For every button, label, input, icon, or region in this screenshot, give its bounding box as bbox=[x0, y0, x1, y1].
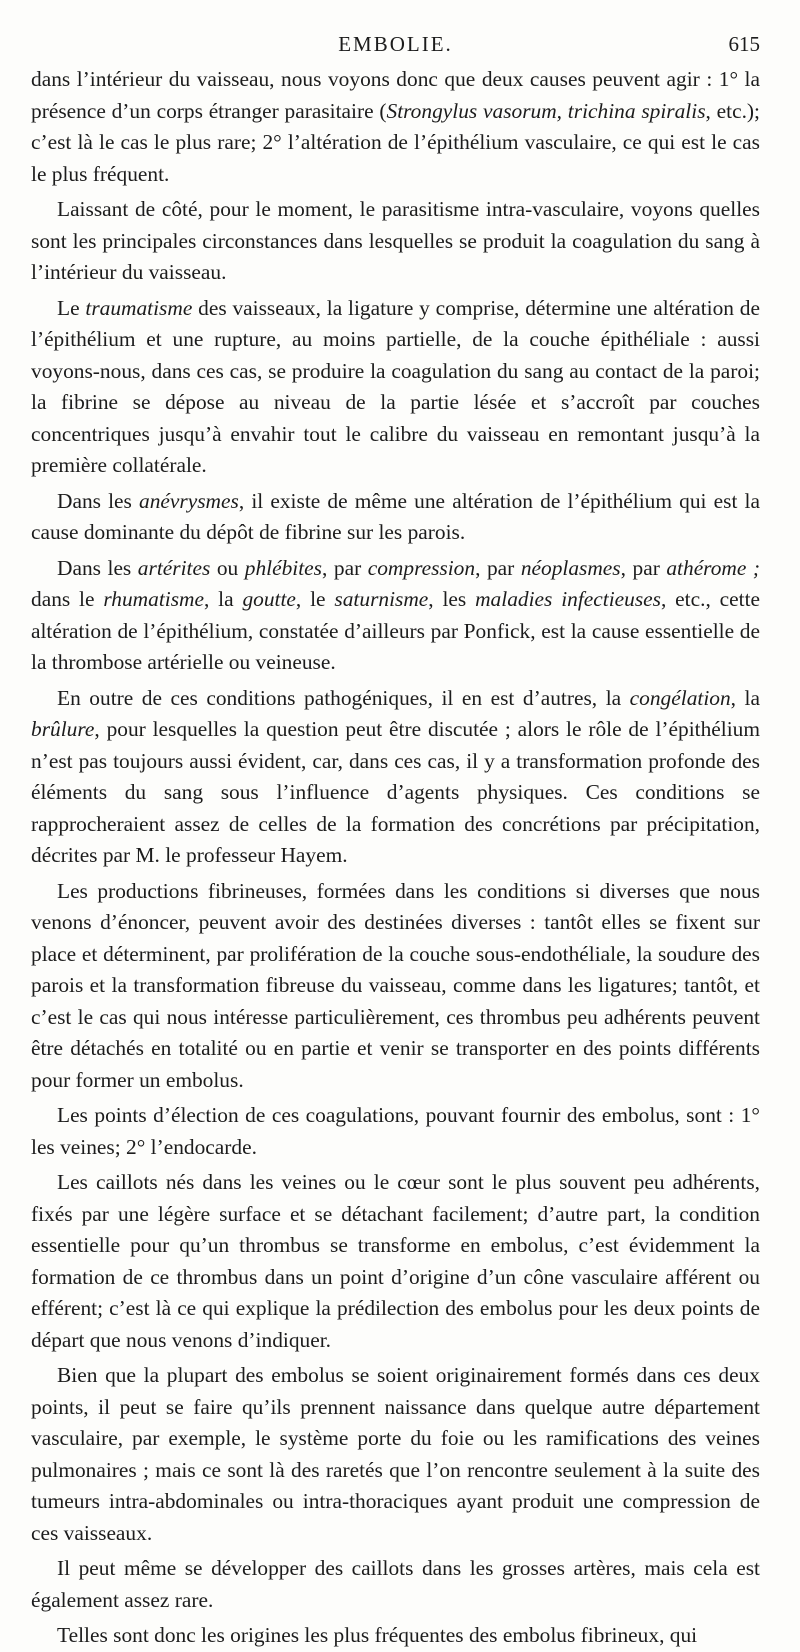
running-head bbox=[31, 24, 760, 64]
paragraph: Dans les anévrysmes, il existe de même une altération de l’épithélium qui est la cause dominante du dépôt de fibrine sur les parois. bbox=[31, 488, 760, 544]
body-text bbox=[31, 64, 760, 1652]
paragraph: Laissant de côté, pour le moment, le parasitisme intra-vasculaire, voyons quelles sont les principales circonstances dans lesquelles se produit la coagulation du sang à l’intérieur du vaisseau. bbox=[31, 197, 760, 284]
paragraph: Telles sont donc les origines les plus fréquentes des embolus fibrineux, qui bbox=[57, 1623, 698, 1647]
paragraph: Bien que la plupart des embolus se soient originairement formés dans ces deux points, il peut se faire qu’ils prennent naissance dans quelque autre département vasculaire, par exemple, le système porte du foie ou les ramifications des veines pulmonaires ; mais ce sont là des raretés que l’on rencontre seulement à la suite des tumeurs intra-abdominales ou intra-thoraciques ayant produit une compression de ces vaisseaux. bbox=[31, 1363, 760, 1545]
paragraph: dans l’intérieur du vaisseau, nous voyons donc que deux causes peuvent agir : 1° la présence d’un corps étranger parasitaire (Strongylus vasorum, trichina spiralis, etc.); c’est là le cas le plus rare; 2° l’altération de l’épithélium vasculaire, ce qui est le cas le plus fréquent. bbox=[31, 67, 760, 186]
paragraph: Dans les artérites ou phlébites, par compression, par néoplasmes, par athérome ; dans le rhumatisme, la goutte, le saturnisme, les maladies infectieuses, etc., cette altération de l’épithélium, constatée d’ailleurs par Ponfick, est la cause essentielle de la thrombose artérielle ou veineuse. bbox=[31, 555, 761, 674]
paragraph: Les productions fibrineuses, formées dans les conditions si diverses que nous venons d’énoncer, peuvent avoir des destinées diverses : tantôt elles se fixent sur place et déterminent, par prolifération de la couche sous-endothéliale, la soudure des parois et la transformation fibreuse du vaisseau, comme dans les ligatures; tantôt, et c’est le cas qui nous intéresse particulièrement, ces thrombus peu adhérents peuvent être détachés en totalité ou en partie et venir se transporter en des points différents pour former un embolus. bbox=[31, 878, 760, 1092]
paragraph: Il peut même se développer des caillots dans les grosses artères, mais cela est également assez rare. bbox=[31, 1556, 760, 1612]
page-number: 615 bbox=[728, 32, 760, 56]
paragraph: En outre de ces conditions pathogéniques, il en est d’autres, la congélation, la brûlure, pour lesquelles la question peut être discutée ; alors le rôle de l’épithélium n’est pas toujours aussi évident, car, dans ces cas, il y a transformation profonde des éléments du sang sous l’influence d’agents physiques. Ces conditions se rapprocheraient assez de celles de la formation des concrétions par précipitation, décrites par M. le professeur Hayem. bbox=[31, 685, 760, 867]
paragraph: Les points d’élection de ces coagulations, pouvant fournir des embolus, sont : 1° les veines; 2° l’endocarde. bbox=[31, 1103, 760, 1159]
running-title: EMBOLIE. bbox=[338, 32, 453, 56]
paragraph: Les caillots nés dans les veines ou le cœur sont le plus souvent peu adhérents, fixés par une légère surface et se détachant facilement; d’autre part, la condition essentielle pour qu’un thrombus se transforme en embolus, c’est évidemment la formation de ce thrombus dans un point d’origine d’un cône vasculaire afférent ou efférent; c’est là ce qui explique la prédilection des embolus pour les deux points de départ que nous venons d’indiquer. bbox=[31, 1170, 760, 1352]
paragraph: Le traumatisme des vaisseaux, la ligature y comprise, détermine une altération de l’épithélium et une rupture, au moins partielle, de la couche épithéliale : aussi voyons-nous, dans ces cas, se produire la coagulation du sang au contact de la paroi; la fibrine se dépose au niveau de la partie lésée et s’accroît par couches concentriques jusqu’à envahir tout le calibre du vaisseau en remontant jusqu’à la première collatérale. bbox=[31, 295, 760, 477]
